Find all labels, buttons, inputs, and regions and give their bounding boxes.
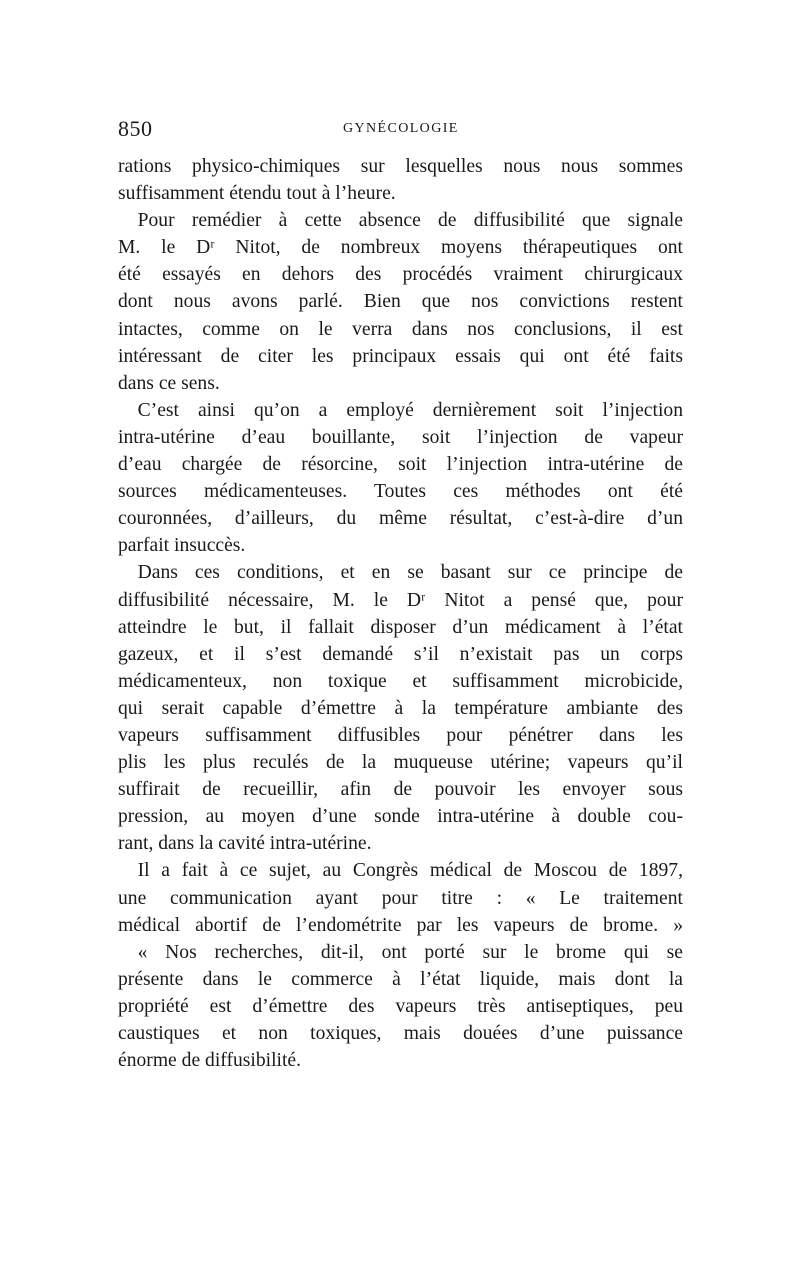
text-line: suffisamment étendu tout à l’heure. — [118, 183, 396, 205]
text-line: vapeurs suffisamment diffusibles pour pénétrer dans les — [118, 724, 683, 746]
text-line: suffirait de recueillir, afin de pouvoir les envoyer sous — [118, 779, 683, 801]
text-line: médicamenteux, non toxique et suffisamment microbicide, — [118, 670, 683, 692]
text-line: intactes, comme on le verra dans nos conclusions, il est — [118, 318, 683, 340]
text-line: présente dans le commerce à l’état liquide, mais dont la — [118, 968, 683, 990]
text-line: énorme de diffusibilité. — [118, 1050, 302, 1072]
text-line: Dans ces conditions, et en se basant sur ce principe de — [118, 562, 683, 584]
body-text — [118, 153, 683, 1074]
text-line: parfait insuccès. — [118, 535, 246, 557]
text-line: Il a fait à ce sujet, au Congrès médical de Moscou de 1897, — [118, 860, 683, 882]
text-line: dans ce sens. — [118, 372, 220, 394]
text-line: couronnées, d’ailleurs, du même résultat, c’est-à-dire d’un — [118, 508, 683, 530]
text-line: atteindre le but, il fallait disposer d’un médicament à l’état — [118, 616, 683, 638]
text-line: Pour remédier à cette absence de diffusibilité que signale — [118, 210, 683, 232]
text-line: diffusibilité nécessaire, M. le Dʳ Nitot a pensé que, pour — [118, 589, 683, 611]
text-line: été essayés en dehors des procédés vraiment chirurgicaux — [118, 264, 683, 286]
text-line: pression, au moyen d’une sonde intra-utérine à double cou- — [118, 806, 683, 828]
text-line: M. le Dʳ Nitot, de nombreux moyens thérapeutiques ont — [118, 237, 683, 259]
text-line: rations physico-chimiques sur lesquelles nous nous sommes — [118, 156, 683, 177]
text-line: C’est ainsi qu’on a employé dernièrement soit l’injection — [118, 399, 683, 421]
text-line: médical abortif de l’endométrite par les vapeurs de brome. » — [118, 914, 683, 936]
text-line: intéressant de citer les principaux essais qui ont été faits — [118, 345, 683, 367]
text-line: dont nous avons parlé. Bien que nos convictions restent — [118, 291, 683, 313]
text-line: sources médicamenteuses. Toutes ces méthodes ont été — [118, 481, 683, 503]
text-line: caustiques et non toxiques, mais douées d’une puissance — [118, 1023, 683, 1044]
text-line: gazeux, et il s’est demandé s’il n’existait pas un corps — [118, 643, 683, 665]
text-line: plis les plus reculés de la muqueuse utérine; vapeurs qu’il — [118, 752, 683, 774]
text-line: « Nos recherches, dit-il, ont porté sur le brome qui se — [118, 941, 683, 963]
text-line: d’eau chargée de résorcine, soit l’injection intra-utérine de — [118, 454, 683, 476]
text-line: qui serait capable d’émettre à la température ambiante des — [118, 697, 683, 719]
text-line: une communication ayant pour titre : « Le traitement — [118, 887, 683, 909]
page-number: 850 — [118, 116, 153, 141]
page-header — [118, 116, 683, 146]
text-line: propriété est d’émettre des vapeurs très antiseptiques, peu — [118, 995, 683, 1017]
text-line: rant, dans la cavité intra-utérine. — [118, 833, 372, 855]
running-title: GYNÉCOLOGIE — [343, 121, 459, 136]
text-line: intra-utérine d’eau bouillante, soit l’injection de vapeur — [118, 426, 683, 448]
